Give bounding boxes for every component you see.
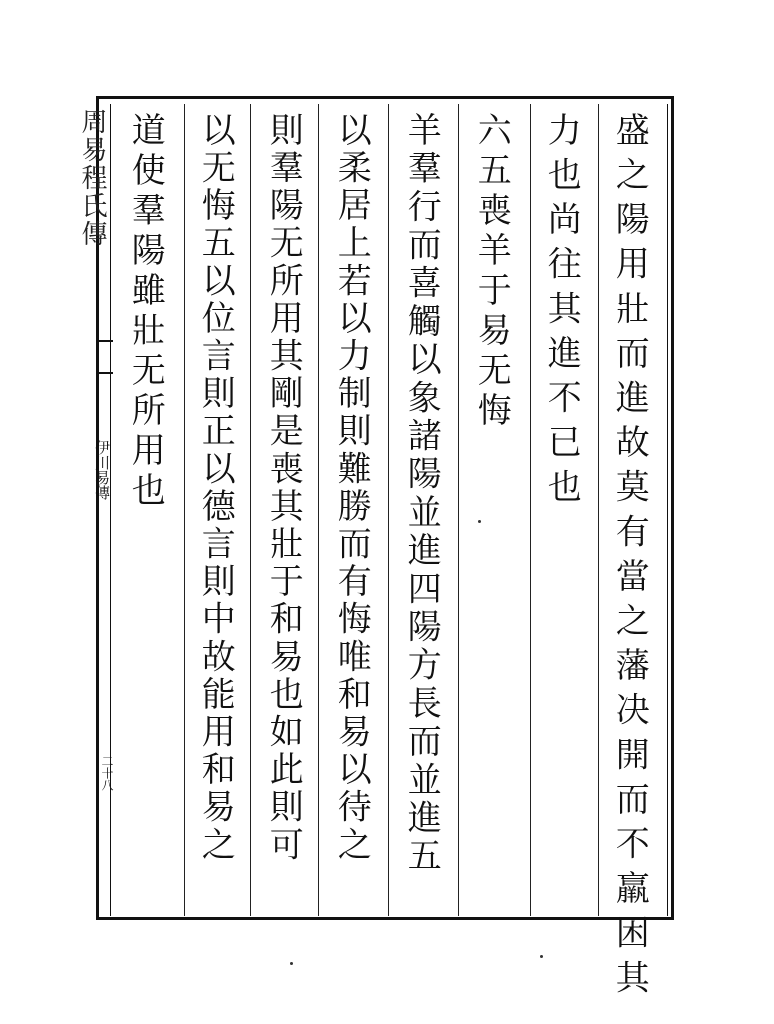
column-text: 以柔居上若以力制則難勝而有悔唯和易以待之 [331, 112, 372, 864]
text-column-8 [122, 112, 168, 512]
column-text: 盛之陽用壯而進故莫有當之藩决開而不羸困其 [609, 112, 650, 1004]
column-text: 羊羣行而喜觸以象諸陽並進四陽方長而並進五 [401, 112, 442, 876]
text-column-6 [260, 112, 306, 864]
column-rule [318, 104, 319, 916]
column-rule [184, 104, 185, 916]
column-text: 六五喪羊于易无悔 [471, 112, 512, 432]
margin-page-number [96, 755, 114, 791]
fish-tail-mark [97, 340, 113, 374]
column-text: 以无悔五以位言則正以德言則中故能用和易之 [195, 112, 236, 864]
column-text: 則羣陽无所用其剛是喪其壯于和易也如此則可 [263, 112, 304, 864]
text-column-7 [192, 112, 238, 864]
text-column-5 [328, 112, 374, 864]
scan-dot [540, 955, 543, 958]
text-column-4 [398, 112, 444, 876]
text-column-2 [538, 112, 584, 513]
column-rule [388, 104, 389, 916]
column-rule [598, 104, 599, 916]
margin-title: 周易程氏傳 [77, 108, 107, 248]
column-text: 道使羣陽雖壯无所用也 [125, 112, 166, 512]
margin-page-text: 二十八 [100, 755, 114, 791]
column-rule [458, 104, 459, 916]
margin-book-text: 伊川易傳 [93, 440, 111, 500]
margin-strip [77, 96, 112, 920]
margin-book-title [93, 440, 114, 500]
text-column-1 [606, 112, 652, 1004]
column-rule [250, 104, 251, 916]
column-text: 力也尚往其進不已也 [541, 112, 582, 514]
scan-dot [290, 962, 293, 965]
text-column-3 [468, 112, 514, 432]
scan-dot [478, 520, 481, 523]
column-rule [530, 104, 531, 916]
